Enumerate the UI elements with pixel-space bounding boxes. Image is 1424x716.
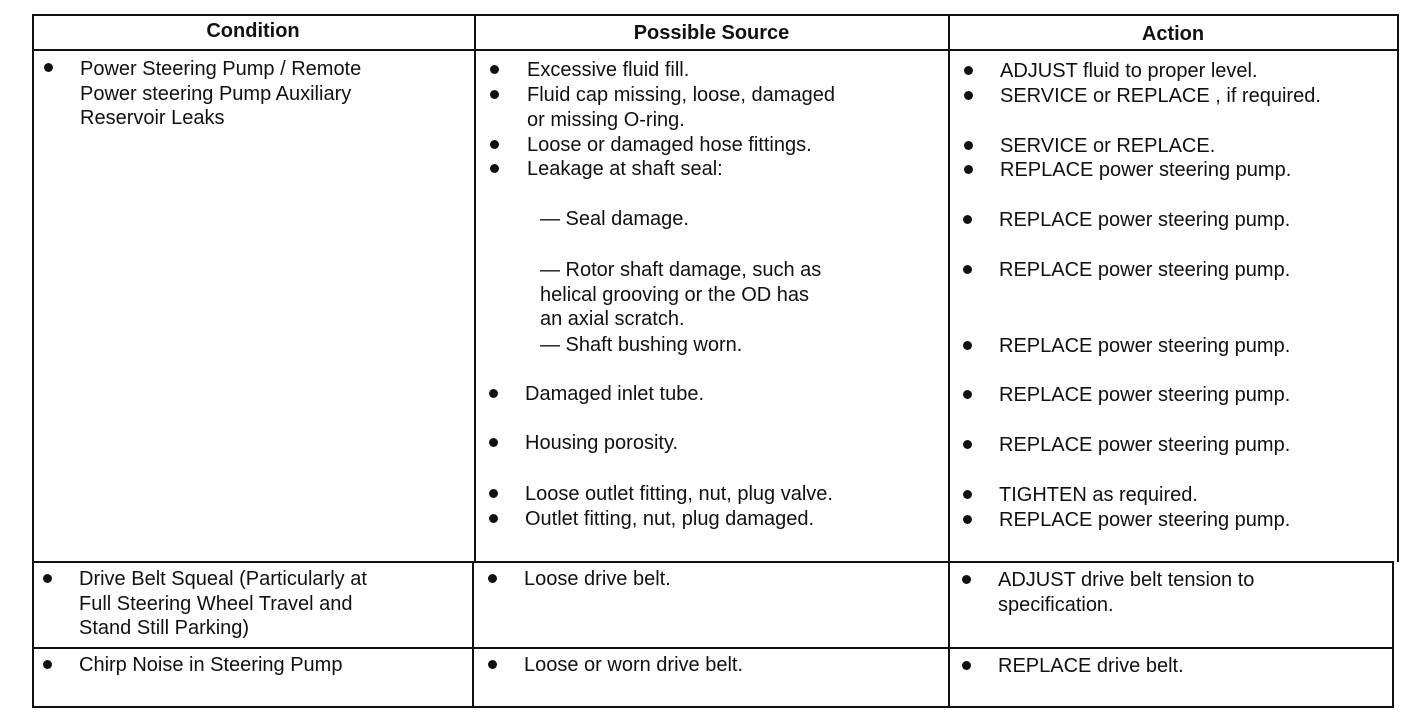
source-text: Loose or worn drive belt.	[524, 654, 744, 676]
bullet-icon	[964, 91, 973, 100]
bullet-icon	[963, 341, 972, 350]
bullet-icon	[489, 514, 498, 523]
header-possible-source: Possible Source	[633, 22, 790, 44]
source-text: Loose drive belt.	[524, 568, 671, 590]
source-subitem-text: — Shaft bushing worn.	[540, 334, 743, 356]
bullet-icon	[963, 390, 972, 399]
bullet-icon	[490, 90, 499, 99]
action-text: REPLACE power steering pump.	[999, 509, 1291, 531]
bullet-icon	[489, 489, 498, 498]
bullet-icon	[963, 265, 972, 274]
action-text: REPLACE power steering pump.	[999, 209, 1291, 231]
row-divider-2	[32, 647, 1394, 649]
source-text: Excessive fluid fill.	[527, 59, 690, 81]
table-top-border	[32, 14, 1399, 16]
action-text: SERVICE or REPLACE , if required.	[1000, 85, 1321, 107]
action-text: ADJUST fluid to proper level.	[1000, 60, 1258, 82]
source-text: Loose or damaged hose fittings.	[527, 134, 812, 156]
source-text: Outlet fitting, nut, plug damaged.	[525, 508, 815, 530]
action-text: REPLACE power steering pump.	[999, 384, 1291, 406]
bullet-icon	[43, 574, 52, 583]
header-condition: Condition	[206, 20, 300, 42]
bullet-icon	[489, 438, 498, 447]
bullet-icon	[489, 389, 498, 398]
table-right-border-a	[1397, 14, 1399, 562]
bullet-icon	[490, 140, 499, 149]
action-text: REPLACE power steering pump.	[999, 259, 1291, 281]
bullet-icon	[962, 575, 971, 584]
condition-text: Chirp Noise in Steering Pump	[79, 654, 343, 676]
header-action: Action	[1141, 23, 1205, 45]
source-text: Housing porosity.	[525, 432, 679, 454]
bullet-icon	[490, 65, 499, 74]
condition-text: Drive Belt Squeal (Particularly at Full Steering Wheel Travel and Stand Still Parking)	[79, 568, 367, 639]
bullet-icon	[488, 574, 497, 583]
bullet-icon	[963, 440, 972, 449]
bullet-icon	[962, 661, 971, 670]
action-text: SERVICE or REPLACE.	[1000, 135, 1216, 157]
bullet-icon	[964, 165, 973, 174]
table-bottom-border	[32, 706, 1394, 708]
source-text: Loose outlet fitting, nut, plug valve.	[525, 483, 833, 505]
action-text: REPLACE drive belt.	[998, 655, 1184, 677]
action-text: REPLACE power steering pump.	[999, 335, 1291, 357]
table-left-border	[32, 14, 34, 708]
row-divider-1	[32, 561, 1394, 563]
column-divider-1b	[472, 561, 474, 708]
condition-text: Power Steering Pump / Remote Power steering Pump Auxiliary Reservoir Leaks	[80, 58, 362, 129]
header-divider	[32, 49, 1399, 51]
bullet-icon	[964, 66, 973, 75]
bullet-icon	[490, 164, 499, 173]
column-divider-2	[948, 14, 950, 708]
source-text: Damaged inlet tube.	[525, 383, 705, 405]
bullet-icon	[963, 515, 972, 524]
column-divider-1a	[474, 14, 476, 562]
table-right-border-b	[1392, 561, 1394, 708]
source-text: Leakage at shaft seal:	[527, 158, 723, 180]
action-text: ADJUST drive belt tension to specification.	[998, 569, 1255, 616]
source-text: Fluid cap missing, loose, damaged or missing O-ring.	[527, 84, 835, 131]
action-text: REPLACE power steering pump.	[1000, 159, 1292, 181]
action-text: TIGHTEN as required.	[999, 484, 1198, 506]
action-text: REPLACE power steering pump.	[999, 434, 1291, 456]
bullet-icon	[43, 660, 52, 669]
bullet-icon	[44, 63, 53, 72]
bullet-icon	[964, 141, 973, 150]
source-subitem-text: — Seal damage.	[540, 208, 689, 230]
bullet-icon	[963, 215, 972, 224]
source-subitem-text: — Rotor shaft damage, such as helical grooving or the OD has an axial scratch.	[540, 259, 822, 330]
bullet-icon	[963, 490, 972, 499]
bullet-icon	[488, 660, 497, 669]
